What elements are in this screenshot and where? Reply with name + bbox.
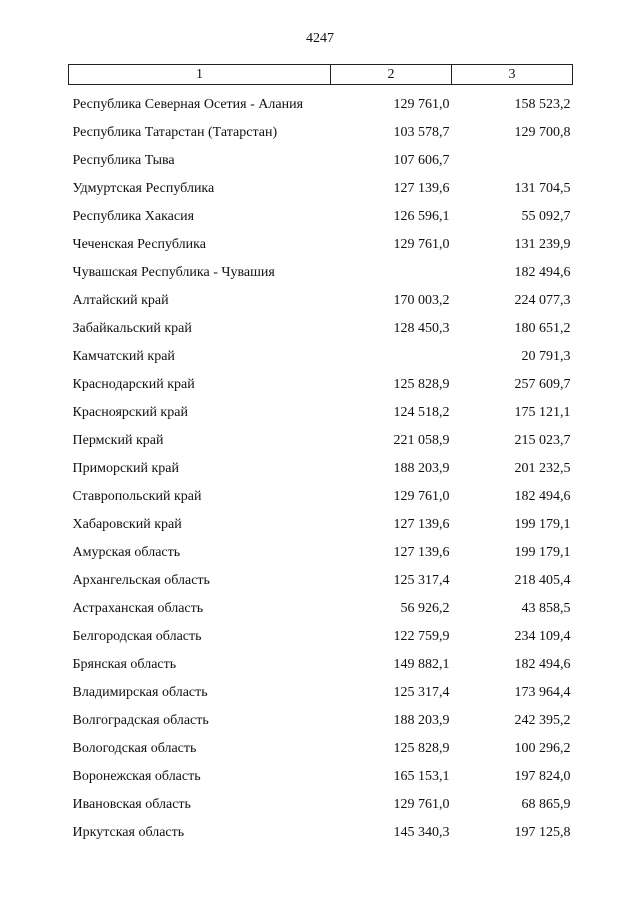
table-row <box>69 147 573 175</box>
value-col2-cell: 129 761,0 <box>393 489 450 504</box>
table-row <box>69 203 573 231</box>
value-col3-cell: 131 239,9 <box>514 237 571 252</box>
value-col2-cell: 128 450,3 <box>393 321 450 336</box>
region-name-cell: Ставропольский край <box>72 489 202 504</box>
value-col2-cell: 188 203,9 <box>393 461 450 476</box>
value-col3-cell: 197 125,8 <box>514 825 571 840</box>
value-col3-cell: 242 395,2 <box>514 713 571 728</box>
region-name-cell: Ивановская область <box>72 797 191 812</box>
value-col3-cell: 129 700,8 <box>514 125 571 140</box>
value-col2-cell: 125 317,4 <box>393 573 450 588</box>
value-col2-cell: 124 518,2 <box>393 405 450 420</box>
column-header-2: 2 <box>331 65 452 85</box>
value-col2-cell: 129 761,0 <box>393 97 450 112</box>
value-col3-cell: 197 824,0 <box>514 769 571 784</box>
value-col3-cell: 158 523,2 <box>514 97 571 112</box>
value-col3-cell: 224 077,3 <box>514 293 571 308</box>
table-row <box>69 651 573 679</box>
value-col3-cell: 55 092,7 <box>521 209 571 224</box>
value-col2-cell: 125 828,9 <box>393 377 450 392</box>
region-name-cell: Чеченская Республика <box>72 237 206 252</box>
table-row <box>69 399 573 427</box>
value-col2-cell: 127 139,6 <box>393 181 450 196</box>
region-name-cell: Чувашская Республика - Чувашия <box>72 265 275 280</box>
value-col3-cell: 199 179,1 <box>514 517 571 532</box>
value-col3-cell: 257 609,7 <box>514 377 571 392</box>
value-col2-cell: 125 317,4 <box>393 685 450 700</box>
table-row <box>69 455 573 483</box>
table-row <box>69 539 573 567</box>
value-col2-cell: 107 606,7 <box>393 153 450 168</box>
table-body <box>69 85 573 848</box>
value-col3-cell: 182 494,6 <box>514 657 571 672</box>
column-header-1: 1 <box>69 65 331 85</box>
region-name-cell: Волгоградская область <box>72 713 209 728</box>
table-row <box>69 679 573 707</box>
value-col3-cell: 68 865,9 <box>521 797 571 812</box>
header-row <box>69 65 573 85</box>
value-col3-cell: 218 405,4 <box>514 573 571 588</box>
table-row <box>69 231 573 259</box>
value-col3-cell: 173 964,4 <box>514 685 571 700</box>
value-col2-cell: 126 596,1 <box>393 209 450 224</box>
region-name-cell: Хабаровский край <box>72 517 182 532</box>
table-row <box>69 735 573 763</box>
table-row <box>69 119 573 147</box>
value-col2-cell <box>331 343 452 371</box>
value-col3-cell: 43 858,5 <box>521 601 571 616</box>
value-col2-cell: 56 926,2 <box>400 601 450 616</box>
region-name-cell: Белгородская область <box>72 629 202 644</box>
table-row <box>69 595 573 623</box>
table-row <box>69 791 573 819</box>
value-col3-cell: 20 791,3 <box>521 349 571 364</box>
table-row <box>69 287 573 315</box>
region-name-cell: Пермский край <box>72 433 164 448</box>
page-number: 4247 <box>306 31 334 46</box>
value-col2-cell: 103 578,7 <box>393 125 450 140</box>
value-col2-cell: 149 882,1 <box>393 657 450 672</box>
table-row <box>69 483 573 511</box>
value-col2-cell: 122 759,9 <box>393 629 450 644</box>
table-row <box>69 707 573 735</box>
value-col3-cell: 131 704,5 <box>514 181 571 196</box>
region-name-cell: Владимирская область <box>72 685 208 700</box>
value-col3-cell: 100 296,2 <box>514 741 571 756</box>
value-col2-cell: 145 340,3 <box>393 825 450 840</box>
table-row <box>69 763 573 791</box>
table-row <box>69 175 573 203</box>
region-name-cell: Астраханская область <box>72 601 204 616</box>
value-col3-cell: 182 494,6 <box>514 489 571 504</box>
value-col2-cell: 188 203,9 <box>393 713 450 728</box>
region-name-cell: Республика Хакасия <box>72 209 195 224</box>
value-col3-cell: 215 023,7 <box>514 433 571 448</box>
region-name-cell: Забайкальский край <box>72 321 192 336</box>
table-row <box>69 511 573 539</box>
table-row <box>69 85 573 120</box>
value-col2-cell <box>331 259 452 287</box>
region-name-cell: Архангельская область <box>72 573 210 588</box>
region-name-cell: Республика Татарстан (Татарстан) <box>72 125 278 140</box>
value-col3-cell: 234 109,4 <box>514 629 571 644</box>
table-row <box>69 623 573 651</box>
region-name-cell: Вологодская область <box>72 741 197 756</box>
value-col2-cell: 125 828,9 <box>393 741 450 756</box>
region-name-cell: Республика Северная Осетия - Алания <box>72 97 304 112</box>
region-name-cell: Камчатский край <box>72 349 175 364</box>
table-row <box>69 567 573 595</box>
value-col3-cell: 182 494,6 <box>514 265 571 280</box>
data-table <box>68 64 573 847</box>
value-col2-cell: 127 139,6 <box>393 545 450 560</box>
table-row <box>69 343 573 371</box>
region-name-cell: Удмуртская Республика <box>72 181 215 196</box>
column-header-3: 3 <box>452 65 573 85</box>
table-row <box>69 315 573 343</box>
table-row <box>69 371 573 399</box>
value-col2-cell: 129 761,0 <box>393 797 450 812</box>
value-col3-cell: 201 232,5 <box>514 461 571 476</box>
value-col2-cell: 170 003,2 <box>393 293 450 308</box>
table-row <box>69 427 573 455</box>
region-name-cell: Красноярский край <box>72 405 188 420</box>
region-name-cell: Алтайский край <box>72 293 169 308</box>
value-col3-cell: 175 121,1 <box>514 405 571 420</box>
region-name-cell: Иркутская область <box>72 825 185 840</box>
table-row <box>69 819 573 847</box>
value-col3-cell: 180 651,2 <box>514 321 571 336</box>
table-row <box>69 259 573 287</box>
region-name-cell: Амурская область <box>72 545 181 560</box>
value-col2-cell: 221 058,9 <box>393 433 450 448</box>
region-name-cell: Брянская область <box>72 657 177 672</box>
value-col2-cell: 129 761,0 <box>393 237 450 252</box>
region-name-cell: Краснодарский край <box>72 377 195 392</box>
value-col3-cell <box>452 147 573 175</box>
value-col2-cell: 127 139,6 <box>393 517 450 532</box>
value-col2-cell: 165 153,1 <box>393 769 450 784</box>
region-name-cell: Воронежская область <box>72 769 201 784</box>
value-col3-cell: 199 179,1 <box>514 545 571 560</box>
region-name-cell: Приморский край <box>72 461 179 476</box>
table-header <box>69 65 573 85</box>
region-name-cell: Республика Тыва <box>72 153 175 168</box>
